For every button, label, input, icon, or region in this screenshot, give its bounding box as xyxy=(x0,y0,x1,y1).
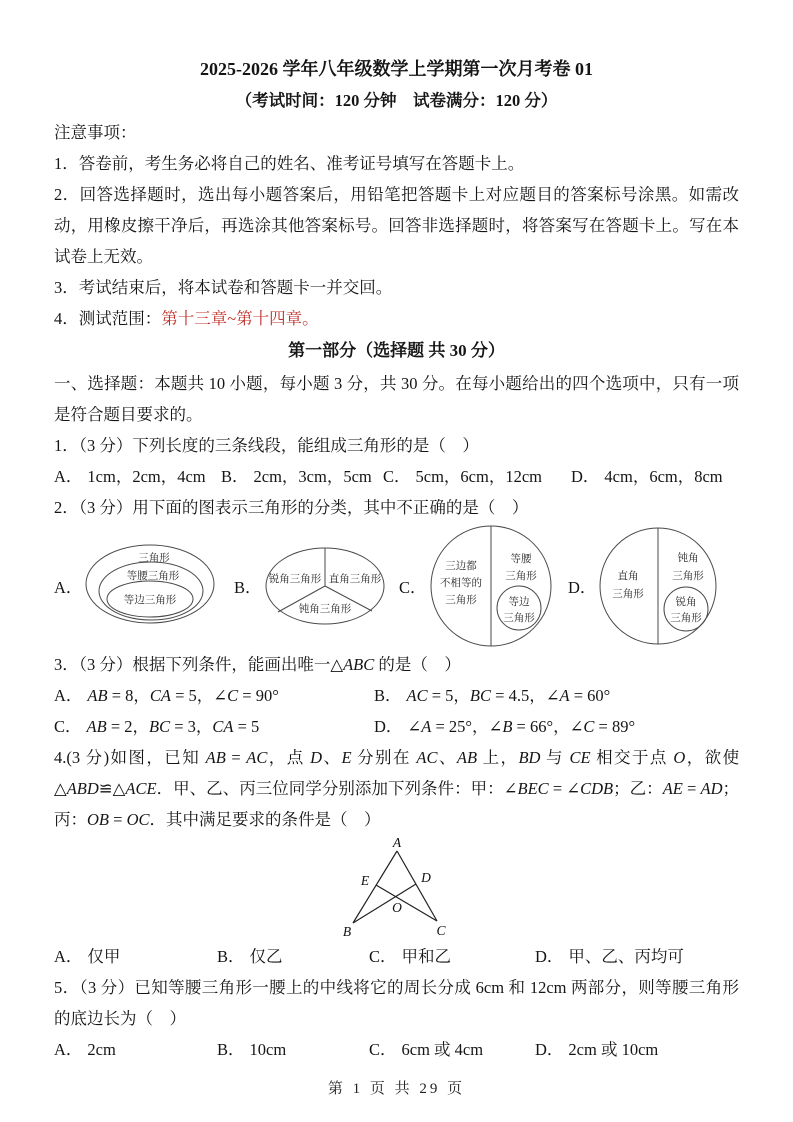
q4-option-b xyxy=(217,941,369,972)
notice-item-2: 2．回答选择题时，选出每小题答案后，用铅笔把答题卡上对应题目的答案标号涂黑。如需改动，用橡皮擦干净后，再选涂其他答案标号。回答非选择题时，将答案写在答题卡上。写在本试卷上无效。 xyxy=(54,185,739,266)
venn-a-middle-label: 等腰三角形 xyxy=(126,571,180,582)
option-label: D． xyxy=(535,1040,564,1059)
option-text: 仅乙 xyxy=(249,947,283,966)
venn-b-left-label: 锐角三角形 xyxy=(268,574,322,585)
section1-heading: 第一部分（选择题 共 30 分） xyxy=(288,341,505,360)
option-text: AB = 8，CA = 5，∠C = 90° xyxy=(87,686,279,705)
option-label: A． xyxy=(54,1040,83,1059)
option-text: ∠A = 25°，∠B = 66°，∠C = 89° xyxy=(407,717,636,736)
option-label: C． xyxy=(54,717,82,736)
option-label: D． xyxy=(374,717,403,736)
q1-option-b xyxy=(221,461,383,492)
notice-item-4-prefix: 4．测试范围： xyxy=(54,309,162,328)
option-label: B． xyxy=(374,686,402,705)
question-3-options-row-1 xyxy=(54,680,739,711)
q4-option-a xyxy=(54,941,217,972)
section1-intro: 一、选择题：本题共 10 小题，每小题 3 分，共 30 分。在每小题给出的四个选项中，只有一项是符合题目要求的。 xyxy=(54,374,739,424)
venn-d-inner-circle xyxy=(664,587,708,631)
question-4-stem: 4.(3 分)如图，已知 AB = AC，点 D、E 分别在 AC、AB 上，BD 与 CE 相交于点 O，欲使△ABD≌△ACE．甲、乙、丙三位同学分别添加下列条件：甲：∠BEC = ∠CDB；乙：AE = AD；丙：OB = OC．其中满足要求的条件是（ ） xyxy=(54,748,740,829)
point-label-b: B xyxy=(342,924,351,939)
question-3-stem: 3．（3 分）根据下列条件，能画出唯一△ABC 的是（ ） xyxy=(54,655,461,674)
q1-option-a xyxy=(54,461,221,492)
venn-d-left-label: 直角 xyxy=(617,571,639,582)
point-label-o: O xyxy=(391,900,402,915)
page-title: 2025-2026 学年八年级数学上学期第一次月考卷 01 xyxy=(200,59,593,79)
option-text: AB = 2，BC = 3，CA = 5 xyxy=(86,717,260,736)
option-label: B． xyxy=(217,1040,245,1059)
q3-option-b xyxy=(374,680,739,711)
option-label: C． xyxy=(369,1040,397,1059)
venn-d-right-label: 钝角 xyxy=(677,553,699,564)
option-label: A． xyxy=(54,686,83,705)
venn-d-right-label: 三角形 xyxy=(672,571,704,582)
notice-item-1: 1．答卷前，考生务必将自己的姓名、准考证号填写在答题卡上。 xyxy=(54,154,525,173)
notices-heading: 注意事项： xyxy=(54,123,137,142)
venn-c-left-label: 三角形 xyxy=(445,595,477,606)
option-label: A． xyxy=(54,467,83,486)
question-5-options xyxy=(54,1034,739,1065)
venn-c-left-label: 三边都 xyxy=(445,561,477,572)
venn-c-inner-label: 三角形 xyxy=(503,613,535,624)
option-text: 10cm xyxy=(249,1040,287,1059)
q3-option-a xyxy=(54,680,374,711)
triangle-figure xyxy=(319,835,475,941)
venn-c-right-label: 等腰 xyxy=(510,554,532,565)
option-text: 2cm，3cm，5cm xyxy=(253,467,372,486)
venn-diagram-a xyxy=(84,534,216,638)
q2-choice-label-b: B． xyxy=(234,578,262,597)
q5-option-b xyxy=(217,1034,369,1065)
venn-c-inner-label: 等边 xyxy=(508,597,530,608)
option-label: C． xyxy=(383,467,411,486)
q2-choice-label-c: C． xyxy=(399,578,427,597)
venn-b-bottom-label: 钝角三角形 xyxy=(298,604,352,615)
point-label-e: E xyxy=(360,873,369,888)
page-subtitle: （考试时间：120 分钟 试卷满分：120 分） xyxy=(235,91,558,110)
option-text: 2cm 或 10cm xyxy=(568,1040,659,1059)
option-label: D． xyxy=(571,467,600,486)
venn-diagram-d xyxy=(598,525,718,647)
option-label: D． xyxy=(535,947,564,966)
segment-ab xyxy=(353,851,397,923)
option-text: 甲和乙 xyxy=(401,947,452,966)
question-5-stem: 5．（3 分）已知等腰三角形一腰上的中线将它的周长分成 6cm 和 12cm 两部分，则等腰三角形的底边长为（ ） xyxy=(54,978,739,1028)
venn-c-right-label: 三角形 xyxy=(505,571,537,582)
option-text: 甲、乙、丙均可 xyxy=(568,947,684,966)
venn-d-left-label: 三角形 xyxy=(612,589,644,600)
q1-option-d xyxy=(571,461,739,492)
q4-option-c xyxy=(369,941,535,972)
option-text: 2cm xyxy=(87,1040,116,1059)
venn-diagram-c xyxy=(429,524,553,648)
venn-a-inner-label: 等边三角形 xyxy=(123,595,177,606)
question-1-stem: 1．（3 分）下列长度的三条线段，能组成三角形的是（ ） xyxy=(54,436,479,455)
option-text: AC = 5，BC = 4.5，∠A = 60° xyxy=(406,686,611,705)
question-4-figure-wrap xyxy=(54,835,739,941)
point-label-a: A xyxy=(392,835,401,850)
venn-d-inner-label: 锐角 xyxy=(675,597,697,608)
notice-item-3: 3．考试结束后，将本试卷和答题卡一并交回。 xyxy=(54,278,393,297)
q5-option-d xyxy=(535,1034,739,1065)
question-4-options xyxy=(54,941,739,972)
segment-ac xyxy=(397,851,437,921)
option-label: A． xyxy=(54,947,83,966)
venn-b-right-label: 直角三角形 xyxy=(328,574,382,585)
q2-choice-label-a: A． xyxy=(54,578,83,597)
notice-item-4-range: 第十三章~第十四章。 xyxy=(161,309,319,328)
option-label: B． xyxy=(221,467,249,486)
q5-option-c xyxy=(369,1034,535,1065)
option-text: 仅甲 xyxy=(87,947,121,966)
q5-option-a xyxy=(54,1034,217,1065)
q2-choice-label-d: D． xyxy=(568,578,597,597)
point-label-d: D xyxy=(420,870,431,885)
venn-a-outer-label: 三角形 xyxy=(138,553,170,564)
notice-item-4 xyxy=(54,303,739,334)
venn-c-left-label: 不相等的 xyxy=(440,578,482,589)
question-2-diagrams xyxy=(54,524,739,648)
question-2-stem: 2．（3 分）用下面的图表示三角形的分类，其中不正确的是（ ） xyxy=(54,498,529,517)
option-text: 4cm，6cm，8cm xyxy=(604,467,723,486)
venn-d-inner-label: 三角形 xyxy=(670,613,702,624)
option-label: B． xyxy=(217,947,245,966)
option-text: 5cm，6cm，12cm xyxy=(415,467,542,486)
option-text: 1cm，2cm，4cm xyxy=(87,467,206,486)
point-label-c: C xyxy=(435,923,446,938)
option-label: C． xyxy=(369,947,397,966)
q3-option-d xyxy=(374,711,739,742)
q3-option-c xyxy=(54,711,374,742)
q1-option-c xyxy=(383,461,571,492)
q4-option-d xyxy=(535,941,739,972)
option-text: 6cm 或 4cm xyxy=(401,1040,484,1059)
question-3-options-row-2 xyxy=(54,711,739,742)
question-1-options xyxy=(54,461,739,492)
venn-diagram-b xyxy=(264,546,386,626)
page-footer: 第 1 页 共 29 页 xyxy=(327,1081,466,1097)
